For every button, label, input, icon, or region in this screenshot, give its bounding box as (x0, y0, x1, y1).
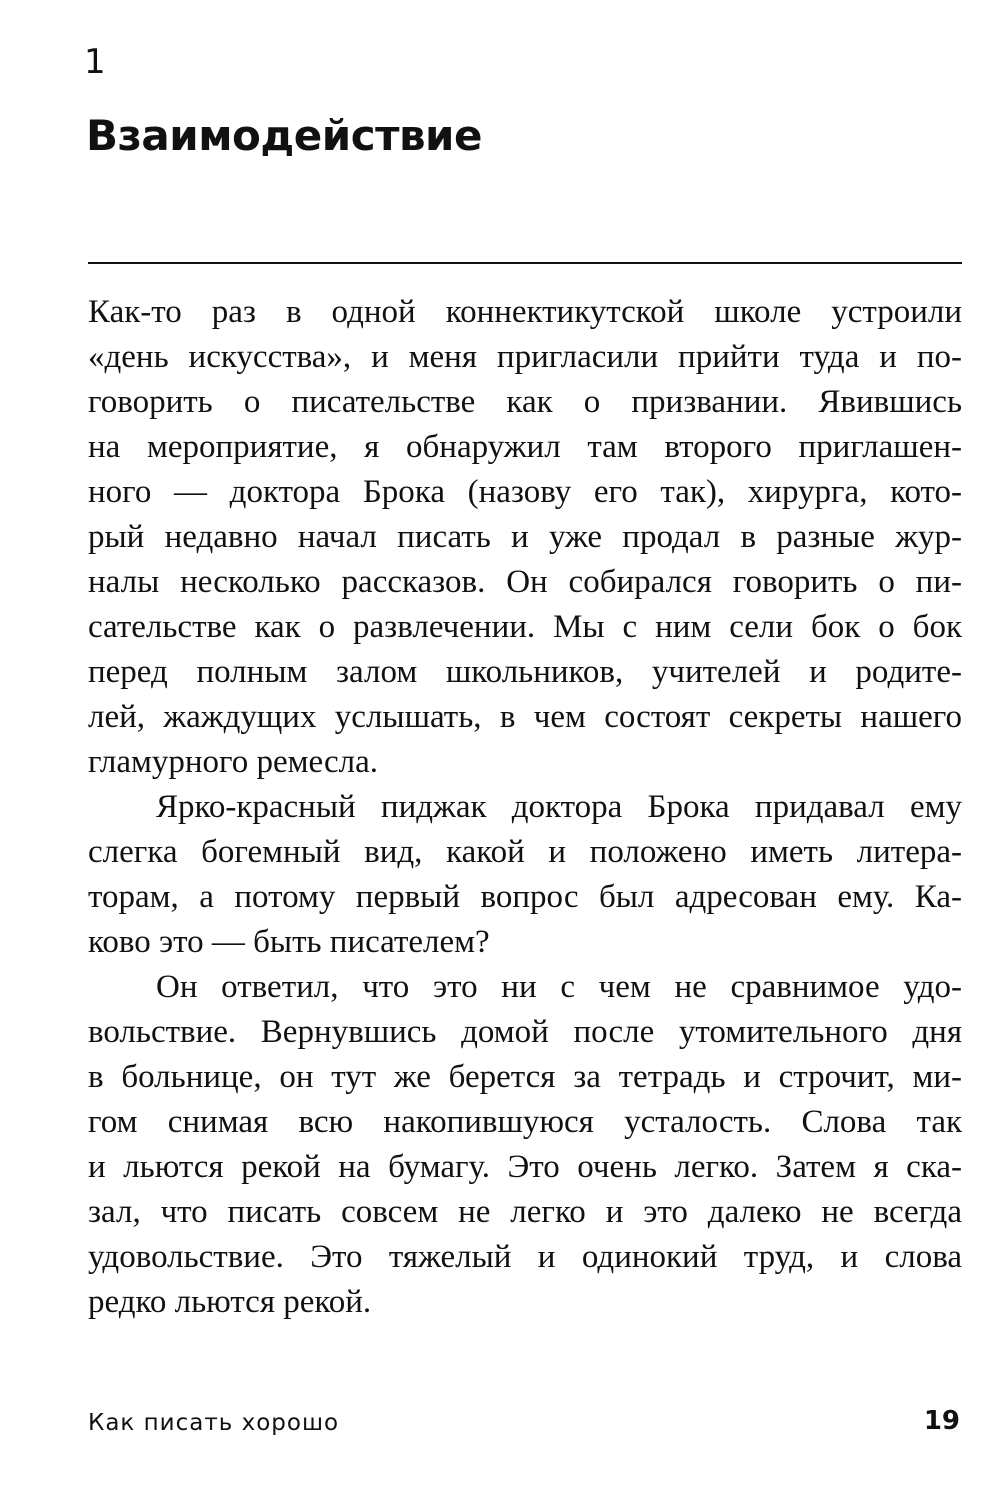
chapter-number: 1 (84, 42, 106, 82)
text-line: перед полным залом школьников, учителей и родите- (88, 654, 962, 690)
text-line: и льются рекой на бумагу. Это очень легко. Затем я ска- (88, 1149, 962, 1185)
running-footer-title: Как писать хорошо (88, 1410, 340, 1436)
text-line: на мероприятие, я обнаружил там второго приглашен- (88, 429, 962, 465)
paragraph-1 (88, 290, 962, 785)
text-line: вольствие. Вернувшись домой после утомительного дня (88, 1014, 962, 1050)
body-text (88, 290, 962, 1325)
text-line: гламурного ремесла. (88, 744, 378, 780)
text-line: ково это — быть писателем? (88, 924, 490, 960)
paragraph-3 (88, 965, 962, 1325)
text-line: сательстве как о развлечении. Мы с ним сели бок о бок (88, 609, 962, 645)
text-line: гом снимая всю накопившуюся усталость. Слова так (88, 1104, 962, 1140)
paragraph-2 (88, 785, 962, 965)
text-line: торам, а потому первый вопрос был адресован ему. Ка- (88, 879, 962, 915)
text-line: говорить о писательстве как о призвании. Явившись (88, 384, 962, 420)
text-line: рый недавно начал писать и уже продал в разные жур- (88, 519, 962, 555)
text-line: редко льются рекой. (88, 1284, 372, 1320)
text-line: в больнице, он тут же берется за тетрадь и строчит, ми- (88, 1059, 962, 1095)
text-line: Он ответил, что это ни с чем не сравнимое удо- (156, 969, 962, 1005)
text-line: удовольствие. Это тяжелый и одинокий труд, и слова (88, 1239, 962, 1275)
title-divider (88, 262, 962, 264)
text-line: Ярко-красный пиджак доктора Брока придавал ему (156, 789, 962, 825)
chapter-title: Взаимодействие (86, 111, 482, 160)
text-line: Как-то раз в одной коннектикутской школе устроили (88, 294, 962, 330)
text-line: зал, что писать совсем не легко и это далеко не всегда (88, 1194, 962, 1230)
text-line: «день искусства», и меня пригласили прийти туда и по- (88, 339, 962, 375)
text-line: ного — доктора Брока (назову его так), хирурга, кото- (88, 474, 962, 510)
text-line: слегка богемный вид, какой и положено иметь литера- (88, 834, 962, 870)
text-line: налы несколько рассказов. Он собирался говорить о пи- (88, 564, 962, 600)
text-line: лей, жаждущих услышать, в чем состоят секреты нашего (88, 699, 962, 735)
page-number: 19 (923, 1406, 960, 1436)
